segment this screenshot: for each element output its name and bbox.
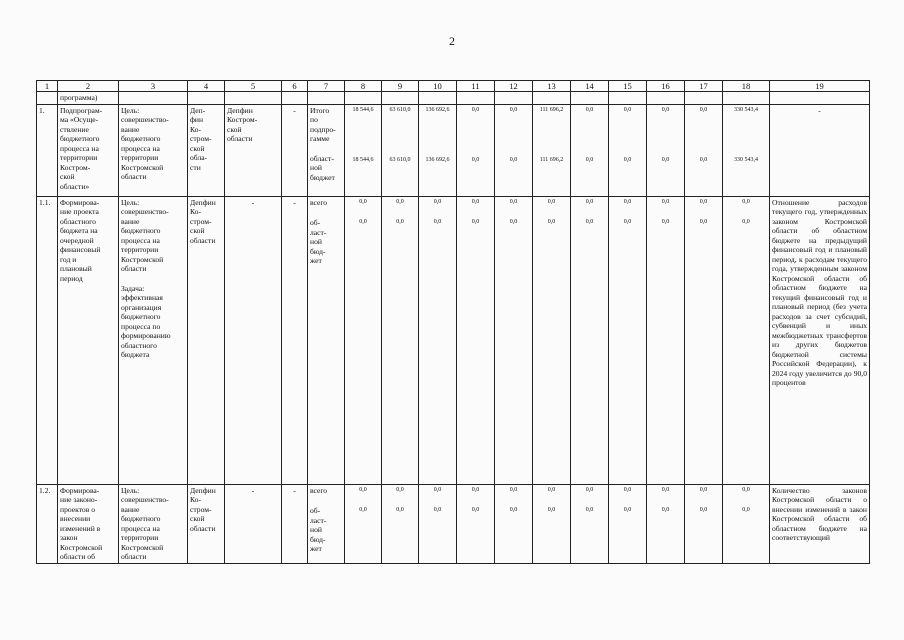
coexecutor: - bbox=[225, 196, 282, 484]
coexecutor: Депфин Костром- ской области bbox=[225, 104, 282, 196]
column-header: 13 bbox=[533, 81, 571, 92]
value-cell: 0,0 0,0 bbox=[457, 196, 495, 484]
value-cell: 0,0 0,0 bbox=[685, 484, 723, 563]
budget-table bbox=[36, 80, 870, 564]
value-cell: 0,0 0,0 bbox=[533, 484, 571, 563]
period: - bbox=[282, 196, 308, 484]
goal-text: Цель: совершенство- вание бюджетного процесса на территории Костромской области bbox=[119, 484, 188, 563]
value-cell: 0,0 0,0 bbox=[609, 196, 647, 484]
row-number: 1.1. bbox=[37, 196, 58, 484]
total-value-cell: 0,0 0,0 bbox=[723, 484, 770, 563]
funding-source: Итого по подпро- гамме област- ной бюджет bbox=[308, 104, 345, 196]
column-header: 9 bbox=[382, 81, 419, 92]
value-cell: 0,0 0,0 bbox=[647, 104, 685, 196]
value-cell: 111 696,2 111 696,2 bbox=[533, 104, 571, 196]
value-cell: 0,0 0,0 bbox=[495, 196, 533, 484]
column-number-row bbox=[37, 81, 870, 92]
measure-name: Формирова- ние законо- проектов о внесении изменений в закон Костромской области об bbox=[58, 484, 119, 563]
value-cell: 0,0 0,0 bbox=[647, 484, 685, 563]
goal-text: Цель: совершенство- вание бюджетного процесса на территории Костромской области bbox=[119, 104, 188, 196]
value-cell: 0,0 0,0 bbox=[419, 484, 457, 563]
row-number: 1. bbox=[37, 104, 58, 196]
column-header: 7 bbox=[308, 81, 345, 92]
value-cell: 0,0 0,0 bbox=[345, 196, 382, 484]
indicator-text: Количество законов Костромской области о внесении изменений в закон Костромской области об областном бюджете на соответствующий bbox=[770, 484, 870, 563]
funding-source: всего об- ласт- ной бюд- жет bbox=[308, 484, 345, 563]
period: - bbox=[282, 104, 308, 196]
column-header: 16 bbox=[647, 81, 685, 92]
value-cell: 63 610,0 63 610,0 bbox=[382, 104, 419, 196]
value-cell: 0,0 0,0 bbox=[382, 484, 419, 563]
total-value-cell: 330 543,4 330 543,4 bbox=[723, 104, 770, 196]
value-cell: 0,0 0,0 bbox=[685, 196, 723, 484]
column-header: 6 bbox=[282, 81, 308, 92]
value-cell: 0,0 0,0 bbox=[495, 484, 533, 563]
executor: Депфин Ко- стром- ской области bbox=[188, 484, 225, 563]
column-header: 8 bbox=[345, 81, 382, 92]
value-cell: 18 544,6 18 544,6 bbox=[345, 104, 382, 196]
column-header: 1 bbox=[37, 81, 58, 92]
column-header: 5 bbox=[225, 81, 282, 92]
column-header: 4 bbox=[188, 81, 225, 92]
value-cell: 0,0 0,0 bbox=[571, 104, 609, 196]
measure-name: Подпрограм- ма «Осуще- ствление бюджетного процесса на территории Костром- ской области» bbox=[58, 104, 119, 196]
continuation-text: программа) bbox=[58, 92, 119, 105]
funding-source: всего об- ласт- ной бюд- жет bbox=[308, 196, 345, 484]
goal-text: Цель: совершенство- вание бюджетного процесса на территории Костромской области Задача: эффективная организация бюджетного процесса по формированию областного бюджета bbox=[119, 196, 188, 484]
coexecutor: - bbox=[225, 484, 282, 563]
value-cell: 0,0 0,0 bbox=[457, 484, 495, 563]
total-value-cell: 0,0 0,0 bbox=[723, 196, 770, 484]
table-row bbox=[37, 196, 870, 484]
continuation-row bbox=[37, 92, 870, 105]
value-cell: 136 692,6 136 692,6 bbox=[419, 104, 457, 196]
measure-name: Формирова- ние проекта областного бюджета на очередной финансовый год и плановый период bbox=[58, 196, 119, 484]
table-row bbox=[37, 104, 870, 196]
value-cell: 0,0 0,0 bbox=[345, 484, 382, 563]
period: - bbox=[282, 484, 308, 563]
value-cell: 0,0 0,0 bbox=[419, 196, 457, 484]
executor: Деп- фин Ко- стром- ской обла- сти bbox=[188, 104, 225, 196]
value-cell: 0,0 0,0 bbox=[609, 104, 647, 196]
task-text: Задача: эффективная организация бюджетного процесса по формированию областного бюджета bbox=[121, 283, 171, 359]
value-cell: 0,0 0,0 bbox=[647, 196, 685, 484]
column-header: 15 bbox=[609, 81, 647, 92]
value-cell: 0,0 0,0 bbox=[382, 196, 419, 484]
page-number: 2 bbox=[449, 34, 455, 48]
indicator-text: - bbox=[770, 104, 870, 196]
column-header: 2 bbox=[58, 81, 119, 92]
value-cell: 0,0 0,0 bbox=[685, 104, 723, 196]
column-header: 14 bbox=[571, 81, 609, 92]
column-header: 3 bbox=[119, 81, 188, 92]
column-header: 18 bbox=[723, 81, 770, 92]
value-cell: 0,0 0,0 bbox=[495, 104, 533, 196]
value-cell: 0,0 0,0 bbox=[457, 104, 495, 196]
value-cell: 0,0 0,0 bbox=[533, 196, 571, 484]
executor: Депфин Ко- стром- ской области bbox=[188, 196, 225, 484]
column-header: 12 bbox=[495, 81, 533, 92]
column-header: 17 bbox=[685, 81, 723, 92]
value-cell: 0,0 0,0 bbox=[571, 196, 609, 484]
row-number: 1.2. bbox=[37, 484, 58, 563]
column-header: 19 bbox=[770, 81, 870, 92]
value-cell: 0,0 0,0 bbox=[609, 484, 647, 563]
column-header: 11 bbox=[457, 81, 495, 92]
table-row bbox=[37, 484, 870, 563]
indicator-text: Отношение расходов текущего год, утвержденных законом Костромской области об областном бюджете на предыдущий финансовый год и плановый период, к расходам текущего года, утвержденным законом Костромской области об областном бюджете на текущий финансовый год и плановый период (без учета расходов за счет субсидий, субвенций и иных межбюджетных трансфертов из других бюджетов бюджетной системы Российской Федерации), к 2024 году увеличится до 90,0 процентов bbox=[770, 196, 870, 484]
value-cell: 0,0 0,0 bbox=[571, 484, 609, 563]
column-header: 10 bbox=[419, 81, 457, 92]
